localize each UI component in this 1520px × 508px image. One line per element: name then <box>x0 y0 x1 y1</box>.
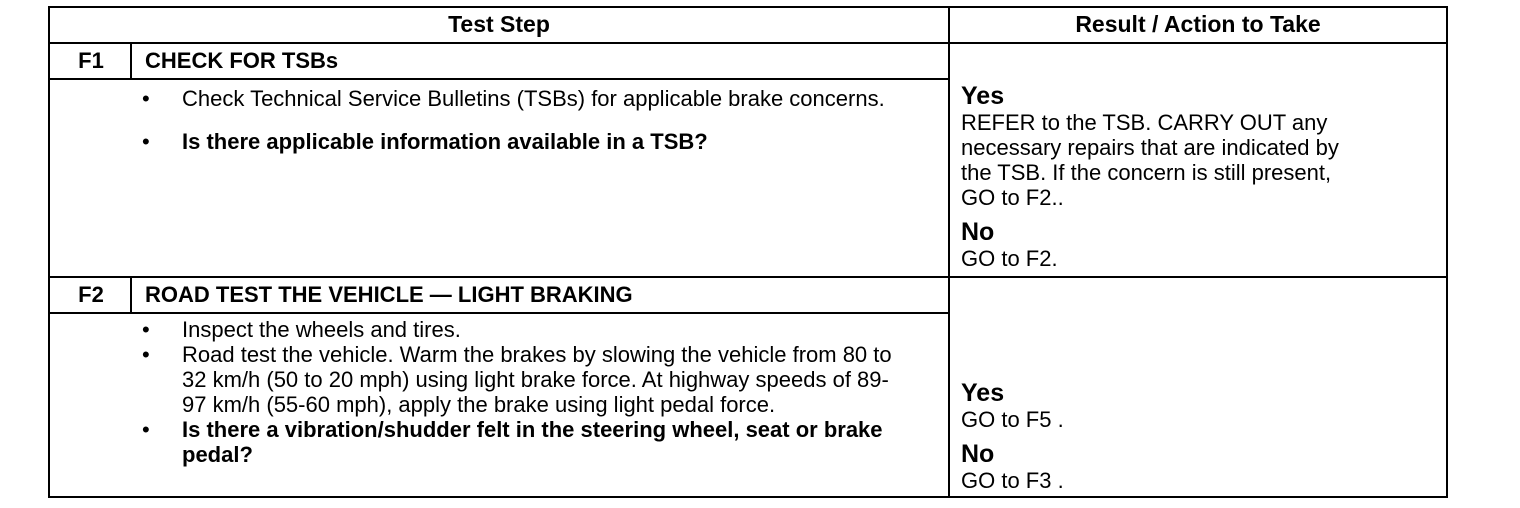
bullet-icon: • <box>142 417 150 442</box>
question-text: Is there applicable information available in a TSB? <box>182 129 708 154</box>
f1-f2-divider <box>48 276 1448 278</box>
step-result <box>961 379 1431 493</box>
list-item <box>140 342 900 417</box>
f1-title-divider <box>48 78 950 80</box>
instruction-text: Inspect the wheels and tires. <box>182 317 461 342</box>
step-id: F1 <box>78 48 104 73</box>
no-label: No <box>961 440 995 468</box>
step-title: CHECK FOR TSBs <box>145 48 339 73</box>
yes-label: Yes <box>961 379 1005 407</box>
yes-label: Yes <box>961 82 1005 110</box>
question-text: Is there a vibration/shudder felt in the steering wheel, seat or brake pedal? <box>182 417 883 467</box>
instruction-text: Road test the vehicle. Warm the brakes by slowing the vehicle from 80 to 32 km/h (50 to 20 mph) using light brake force. At highway speeds of 89-97 km/h (55-60 mph), apply the brake using light pedal force. <box>182 342 892 417</box>
list-item <box>140 84 900 113</box>
f2-title-divider <box>48 312 950 314</box>
step-id: F2 <box>78 282 104 307</box>
column-divider <box>948 6 950 498</box>
header-test-step: Test Step <box>448 11 550 37</box>
step-instructions <box>140 317 900 467</box>
header-divider <box>48 42 1448 44</box>
bullet-icon: • <box>142 342 150 367</box>
header-result-action: Result / Action to Take <box>1075 11 1321 37</box>
list-item <box>140 317 900 342</box>
bullet-icon: • <box>142 129 150 154</box>
step-instructions <box>140 84 900 154</box>
bullet-icon: • <box>142 317 150 342</box>
instruction-text: Check Technical Service Bulletins (TSBs) for applicable brake concerns. <box>182 86 885 111</box>
no-label: No <box>961 218 995 246</box>
yes-action: REFER to the TSB. CARRY OUT any necessary repairs that are indicated by the TSB. If the concern is still present, GO to F2.. <box>961 110 1339 210</box>
yes-action: GO to F5 . <box>961 407 1064 432</box>
bullet-icon: • <box>142 86 150 111</box>
list-item <box>140 129 900 154</box>
no-action: GO to F2. <box>961 246 1058 271</box>
step-title: ROAD TEST THE VEHICLE — LIGHT BRAKING <box>145 282 633 307</box>
list-item <box>140 417 900 467</box>
no-action: GO to F3 . <box>961 468 1064 493</box>
step-result <box>961 82 1431 271</box>
